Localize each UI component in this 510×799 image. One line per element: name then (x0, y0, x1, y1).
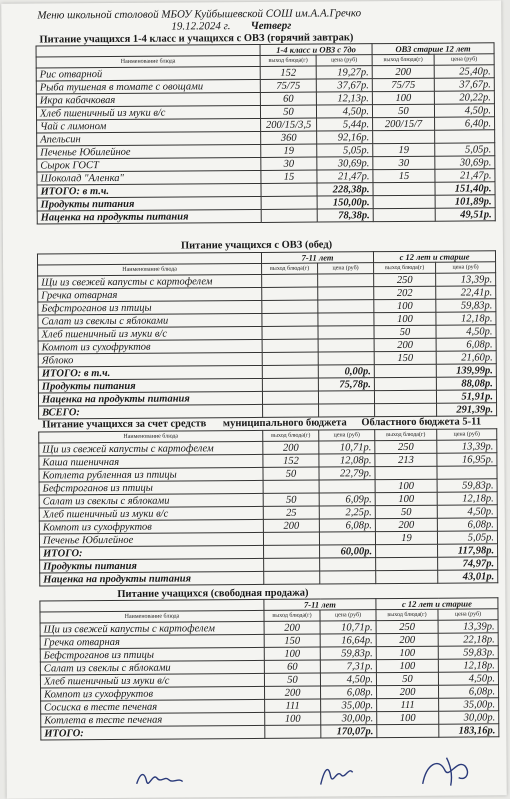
column-header-output-2: выход блюда(г) (374, 262, 436, 273)
price-2: 25,40р. (434, 65, 494, 78)
price-1 (318, 274, 374, 287)
price-2: 6,40р. (435, 117, 495, 130)
price-1 (318, 391, 374, 404)
section3-title-a: Питание учащихся за счет средств (42, 418, 207, 431)
price-2: 22,18р. (438, 633, 498, 646)
dish-name: Продукты питания (40, 558, 264, 573)
section2-title: Питание учащихся с ОВЗ (обед) (180, 239, 333, 252)
group-header-2: с 12 лет и старше (376, 598, 498, 610)
column-header-output-1: выход блюда(г) (264, 610, 320, 621)
price-2: 5,05р. (437, 531, 497, 544)
output-2 (375, 403, 437, 416)
output-2: 100 (375, 492, 437, 505)
section4-title: Питание учащихся (свободная продажа) (117, 587, 309, 600)
section3-title-b: муниципального бюджета (222, 417, 347, 430)
output-1: 152 (263, 454, 319, 467)
section4-table (39, 597, 499, 740)
group-header-1: 7-11 лет (264, 599, 376, 611)
dish-name: Наценка на продукты питания (37, 209, 261, 224)
output-1: 111 (265, 699, 321, 712)
dish-name: Бефстроганов из птицы (38, 300, 262, 315)
price-1: 12,08р. (319, 454, 375, 467)
column-header-price-1: цена (руб) (319, 430, 375, 441)
output-1 (264, 571, 320, 584)
dish-name: Наценка на продукты питания (40, 571, 264, 586)
price-2: 59,83р. (437, 479, 497, 492)
output-2 (375, 466, 437, 479)
output-2: 200 (375, 518, 437, 531)
price-1: 10,71р. (320, 621, 376, 634)
date-line (171, 17, 506, 32)
output-2 (373, 130, 435, 143)
dish-name: ВСЕГО: (39, 404, 263, 419)
output-2 (377, 724, 439, 737)
dish-name: Салат из свеклы с яблоками (38, 313, 262, 328)
price-1: 19,27р. (316, 66, 372, 79)
price-1: 5,05р. (317, 144, 373, 157)
dish-name: Рыба тушеная в томате с овощами (36, 79, 260, 94)
output-2 (376, 570, 438, 583)
price-2: 6,08р. (437, 518, 497, 531)
output-2: 200 (372, 65, 434, 78)
dish-name: Икра кабачковая (36, 92, 260, 107)
dish-name: Бефстроганов из птицы (40, 647, 264, 662)
output-2: 100 (375, 479, 437, 492)
price-2: 12,18р. (438, 659, 498, 672)
output-2: 200/15/7 (373, 117, 435, 130)
column-header-output-1: выход блюда(г) (260, 55, 316, 66)
output-2 (374, 377, 436, 390)
price-1: 10,71р. (319, 441, 375, 454)
price-2: 21,60р. (436, 351, 496, 364)
output-2: 50 (375, 505, 437, 518)
output-1: 19 (261, 144, 317, 157)
total-row (40, 570, 498, 586)
price-1: 59,83р. (320, 647, 376, 660)
column-header-name: Наименование блюда (40, 610, 264, 623)
dish-name: Сосиска в тесте печеная (41, 699, 265, 714)
menu-date: 19.12.2024 г. (171, 20, 231, 33)
price-1: 170,07р. (321, 725, 377, 738)
price-2: 291,39р. (437, 403, 497, 416)
dish-name: Бефстроганов из птицы (39, 480, 263, 495)
price-1 (320, 558, 376, 571)
price-1 (318, 287, 374, 300)
output-1: 60 (264, 660, 320, 673)
price-1 (319, 404, 375, 417)
output-2: 202 (374, 286, 436, 299)
output-1: 60 (260, 92, 316, 105)
output-2: 15 (373, 169, 435, 182)
price-2: 20,22р. (434, 91, 494, 104)
price-2: 88,08р. (436, 377, 496, 390)
price-2: 21,47р. (435, 169, 495, 182)
column-header-name: Наименование блюда (39, 430, 263, 443)
output-2: 19 (375, 531, 437, 544)
output-1: 50 (260, 105, 316, 118)
dish-name: Щи из свежей капусты с картофелем (39, 441, 263, 456)
output-2: 50 (372, 104, 434, 117)
price-1: 6,08р. (321, 686, 377, 699)
output-1 (263, 532, 319, 545)
price-1: 228,38р. (317, 183, 373, 196)
dish-name: Печенье Юбилейное (39, 532, 263, 547)
price-2: 30,00р. (439, 711, 499, 724)
section1-title: Питание учащихся 1-4 класс и учащихся с ОВЗ (горячий завтрак) (39, 32, 354, 46)
output-1: 200 (263, 519, 319, 532)
price-1 (318, 352, 374, 365)
output-2: 100 (372, 91, 434, 104)
output-1: 200/15/3,5 (261, 118, 317, 131)
output-1: 200 (263, 441, 319, 454)
menu-sheet (1, 0, 507, 798)
dish-name: Компот из сухофруктов (38, 339, 262, 354)
menu-day: Четверг (250, 19, 292, 33)
column-header-name: Наименование блюда (38, 263, 262, 276)
price-1: 12,13р. (316, 92, 372, 105)
output-1 (262, 326, 318, 339)
output-2 (373, 182, 435, 195)
price-1: 7,31р. (320, 660, 376, 673)
price-2: 51,91р. (436, 390, 496, 403)
output-1 (262, 300, 318, 313)
price-1: 6,08р. (319, 519, 375, 532)
dish-name: Рис отварной (36, 66, 260, 81)
price-1: 30,00р. (321, 712, 377, 725)
output-2: 50 (376, 672, 438, 685)
price-1: 0,00р. (318, 365, 374, 378)
section3-table (38, 428, 498, 586)
price-2: 22,41р. (436, 286, 496, 299)
signature-1 (135, 767, 185, 789)
price-2: 4,50р. (438, 672, 498, 685)
output-1 (262, 339, 318, 352)
output-1: 50 (263, 493, 319, 506)
output-1: 50 (263, 467, 319, 480)
dish-name: Продукты питания (37, 196, 261, 211)
group-header-2: ОВЗ старше 12 лет (372, 43, 494, 55)
output-2: 111 (377, 698, 439, 711)
output-1 (263, 480, 319, 493)
dish-name: Щи из свежей капусты с картофелем (40, 621, 264, 636)
output-1 (262, 365, 318, 378)
price-1: 4,50р. (320, 673, 376, 686)
dish-name: Котлета рубленная из птицы (39, 467, 263, 482)
output-1 (261, 183, 317, 196)
output-2 (373, 195, 435, 208)
output-1: 150 (264, 634, 320, 647)
price-1: 5,44р. (317, 118, 373, 131)
output-1: 100 (264, 647, 320, 660)
output-2: 100 (376, 646, 438, 659)
price-2: 4,50р. (437, 505, 497, 518)
price-2: 117,98р. (438, 544, 498, 557)
dish-name: Сырок ГОСТ (37, 157, 261, 172)
output-1 (262, 313, 318, 326)
price-1: 78,38р. (317, 209, 373, 222)
dish-name: Продукты питания (38, 378, 262, 393)
price-2: 35,00р. (439, 698, 499, 711)
price-2: 151,40р. (435, 182, 495, 195)
output-2: 200 (377, 685, 439, 698)
price-2: 139,99р. (436, 364, 496, 377)
price-2 (435, 130, 495, 143)
output-2: 50 (374, 325, 436, 338)
output-1: 100 (265, 712, 321, 725)
group-header-1: 7-11 лет (261, 252, 373, 264)
output-2: 200 (376, 633, 438, 646)
price-2: 74,97р. (438, 557, 498, 570)
price-1: 16,64р. (320, 634, 376, 647)
signature-2 (317, 762, 357, 788)
price-1: 30,69р. (317, 157, 373, 170)
dish-name: Котлета в тесте печеная (41, 712, 265, 727)
dish-name: Чай с лимоном (37, 118, 261, 133)
price-2: 30,69р. (435, 156, 495, 169)
price-1: 150,00р. (317, 196, 373, 209)
output-2 (374, 364, 436, 377)
group-header-2: с 12 лет и старше (373, 251, 495, 263)
output-1 (262, 287, 318, 300)
dish-name: ИТОГО: (41, 725, 265, 740)
price-2: 6,08р. (436, 338, 496, 351)
output-1 (263, 404, 319, 417)
column-header-output-2: выход блюда(г) (375, 429, 437, 440)
group-header-1: 1-4 класс и ОВЗ с 7до (260, 44, 372, 56)
price-2: 12,18р. (436, 312, 496, 325)
school-title: Меню школьной столовой МБОУ Куйбышевской СОШ им.А.А.Гречко (37, 7, 362, 22)
dish-name: Хлеб пшеничный из муки в/с (38, 326, 262, 341)
output-2 (376, 557, 438, 570)
output-2: 100 (377, 711, 439, 724)
price-2: 6,08р. (438, 685, 498, 698)
price-2: 59,83р. (438, 646, 498, 659)
dish-name: ИТОГО: в т.ч. (38, 365, 262, 380)
price-1 (319, 532, 375, 545)
price-2: 37,67р. (434, 78, 494, 91)
output-1: 25 (263, 506, 319, 519)
price-1: 35,00р. (321, 699, 377, 712)
column-header-price-2: цена (руб) (434, 54, 494, 65)
output-1 (265, 725, 321, 738)
output-2: 213 (375, 453, 437, 466)
output-1: 360 (261, 131, 317, 144)
column-header-price-1: цена (руб) (320, 610, 376, 621)
output-2: 100 (374, 312, 436, 325)
output-1 (264, 558, 320, 571)
output-2: 250 (374, 273, 436, 286)
price-1: 4,50р. (316, 105, 372, 118)
dish-name: Хлеб пшеничный из муки в/с (40, 673, 264, 688)
output-2: 100 (374, 299, 436, 312)
column-header-output-2: выход блюда(г) (372, 54, 434, 65)
column-header-output-2: выход блюда(г) (376, 609, 438, 620)
output-1: 50 (264, 673, 320, 686)
price-2: 13,39р. (436, 273, 496, 286)
total-row (37, 208, 495, 224)
output-2 (373, 208, 435, 221)
price-2: 5,05р. (435, 143, 495, 156)
dish-name: Салат из свеклы с яблоками (39, 493, 263, 508)
price-1 (318, 326, 374, 339)
dish-name: Яблоко (38, 352, 262, 367)
column-header-price-1: цена (руб) (318, 263, 374, 274)
price-2: 13,39р. (438, 620, 498, 633)
price-1 (318, 300, 374, 313)
price-1 (318, 313, 374, 326)
dish-name: Шоколад "Аленка" (37, 170, 261, 185)
dish-name: Каша пшеничная (39, 454, 263, 469)
price-2: 4,50р. (436, 325, 496, 338)
column-header-price-2: цена (руб) (436, 262, 496, 273)
price-2: 59,83р. (436, 299, 496, 312)
price-1 (318, 339, 374, 352)
total-row (41, 724, 499, 740)
column-header-price-2: цена (руб) (438, 609, 498, 620)
output-1: 200 (264, 621, 320, 634)
price-1: 6,09р. (319, 493, 375, 506)
output-1 (262, 391, 318, 404)
section3-title-c: Областного бюджета 5-11 (361, 416, 482, 429)
dish-name: Хлеб пшеничный из муки в/с (39, 506, 263, 521)
section2-table (37, 250, 497, 419)
column-header-output-1: выход блюда(г) (263, 430, 319, 441)
dish-name: Щи из свежей капусты с картофелем (38, 274, 262, 289)
column-header-price-2: цена (руб) (437, 429, 497, 440)
output-1: 152 (260, 66, 316, 79)
price-2: 13,39р. (437, 440, 497, 453)
column-header-name: Наименование блюда (36, 55, 260, 68)
output-1: 15 (261, 170, 317, 183)
price-2: 16,95р. (437, 453, 497, 466)
dish-name: Гречка отварная (40, 634, 264, 649)
price-1: 92,16р. (317, 131, 373, 144)
section1-table (36, 42, 496, 224)
output-1 (262, 274, 318, 287)
output-1 (262, 352, 318, 365)
column-header-output-1: выход блюда(г) (262, 263, 318, 274)
output-1 (261, 209, 317, 222)
price-2: 183,16р. (439, 724, 499, 737)
output-1: 30 (261, 157, 317, 170)
dish-name: Наценка на продукты питания (38, 391, 262, 406)
output-2: 250 (375, 440, 437, 453)
output-1 (262, 378, 318, 391)
price-1: 60,00р. (320, 545, 376, 558)
price-2: 4,50р. (434, 104, 494, 117)
dish-name: Печенье Юбилейное (37, 144, 261, 159)
price-1: 2,25р. (319, 506, 375, 519)
output-2: 19 (373, 143, 435, 156)
price-2: 43,01р. (438, 570, 498, 583)
price-2: 49,51р. (435, 208, 495, 221)
output-2: 200 (374, 338, 436, 351)
output-2: 100 (376, 659, 438, 672)
dish-name: Гречка отварная (38, 287, 262, 302)
price-2 (437, 466, 497, 479)
dish-name: ИТОГО: (40, 545, 264, 560)
dish-name: Апельсин (37, 131, 261, 146)
output-2: 75/75 (372, 78, 434, 91)
output-2: 30 (373, 156, 435, 169)
output-2 (376, 544, 438, 557)
price-1 (320, 571, 376, 584)
output-1 (264, 545, 320, 558)
output-1: 75/75 (260, 79, 316, 92)
output-1 (261, 196, 317, 209)
price-1: 37,67р. (316, 79, 372, 92)
dish-name: Компот из сухофруктов (39, 519, 263, 534)
output-2: 250 (376, 620, 438, 633)
price-2: 12,18р. (437, 492, 497, 505)
dish-name: Салат из свеклы с яблоками (40, 660, 264, 675)
column-header-price-1: цена (руб) (316, 55, 372, 66)
price-1: 21,47р. (317, 170, 373, 183)
dish-name: Компот из сухофруктов (41, 686, 265, 701)
price-1: 75,78р. (318, 378, 374, 391)
price-2: 101,89р. (435, 195, 495, 208)
price-1 (319, 480, 375, 493)
output-2 (374, 390, 436, 403)
output-1: 200 (265, 686, 321, 699)
price-1: 22,79р. (319, 467, 375, 480)
dish-name: Хлеб пшеничный из муки в/с (36, 105, 260, 120)
dish-name: ИТОГО: в т.ч. (37, 183, 261, 198)
output-2: 150 (374, 351, 436, 364)
signature-3 (416, 753, 476, 787)
